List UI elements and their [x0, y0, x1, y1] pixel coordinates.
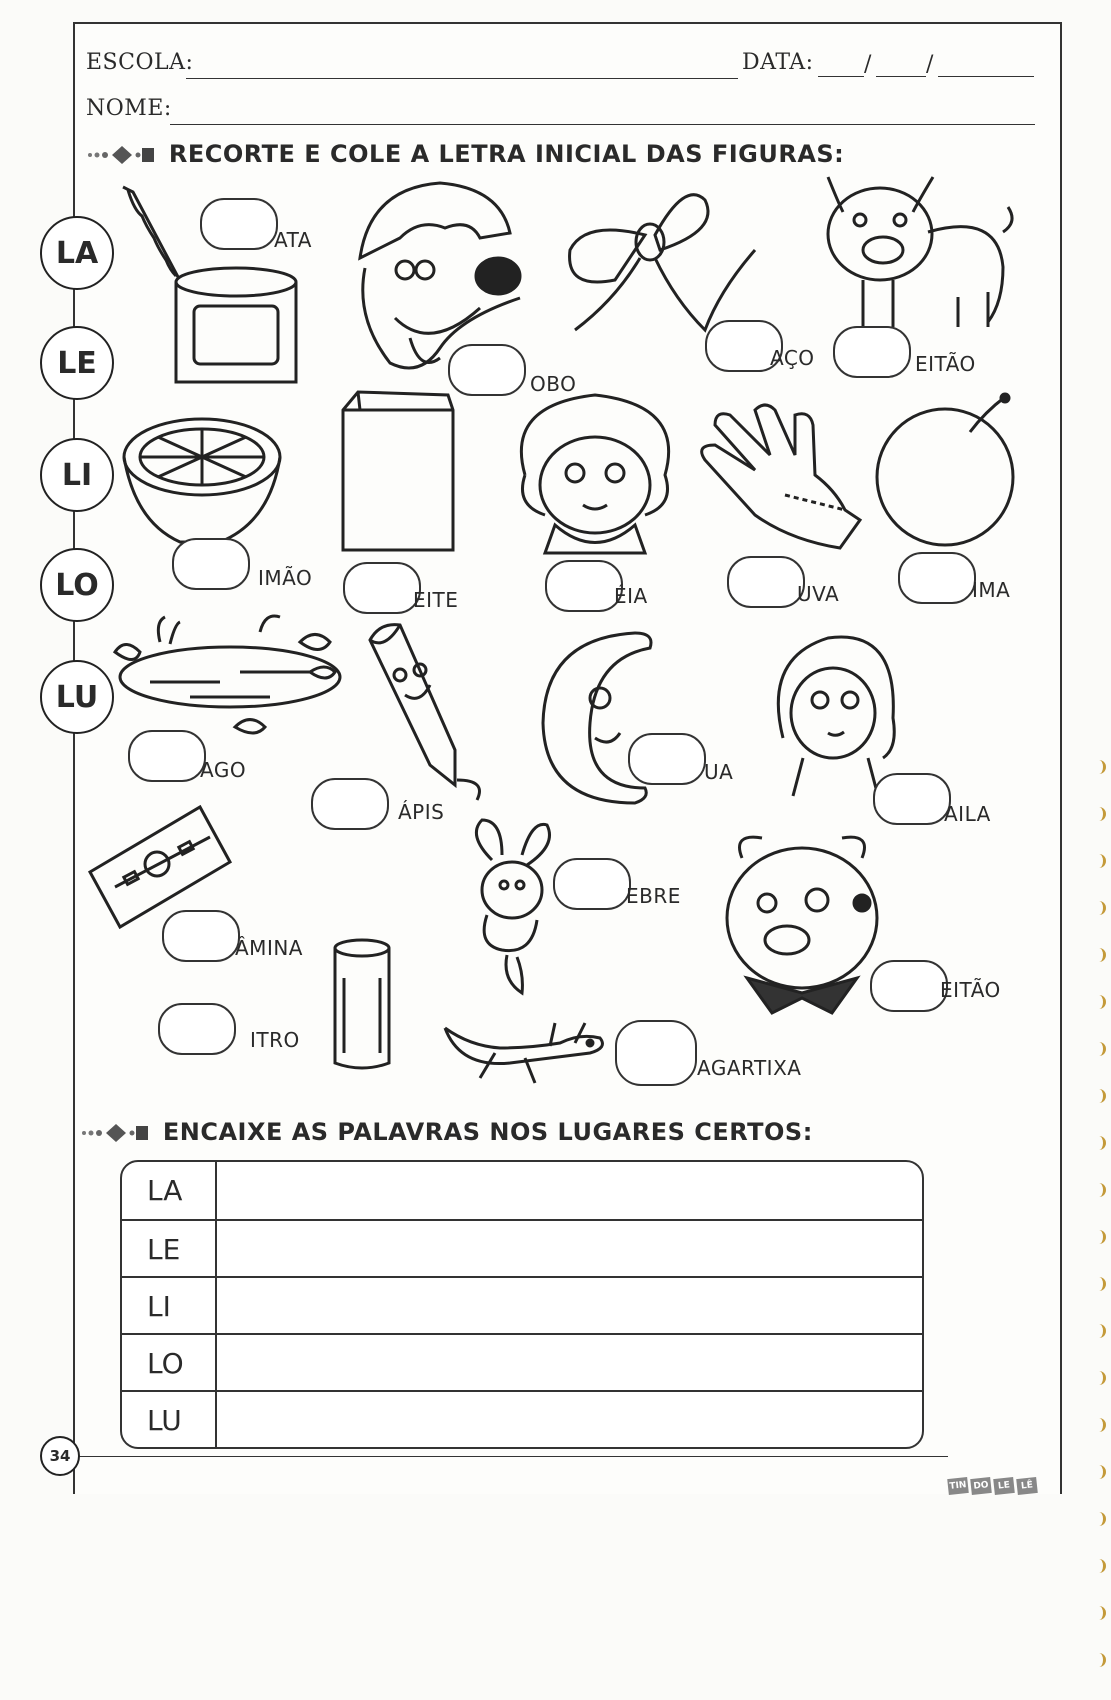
lake-icon [110, 612, 350, 747]
logo-block: DO [970, 1477, 992, 1495]
orange-icon [875, 392, 1025, 552]
letter-blank[interactable] [553, 858, 631, 910]
letter-blank[interactable] [448, 344, 526, 396]
letter-blank[interactable] [172, 538, 250, 590]
letter-blank[interactable] [162, 910, 240, 962]
hare-icon [462, 815, 557, 995]
date-year-field[interactable] [938, 76, 1034, 77]
answer-field[interactable] [217, 1335, 922, 1392]
girl-icon [495, 385, 695, 555]
syllable-la: LA [40, 216, 114, 290]
syllable-lu: LU [40, 660, 114, 734]
table-row [122, 1219, 922, 1278]
lizard-icon [440, 1018, 610, 1088]
logo-block: LÊ [1016, 1477, 1038, 1495]
answer-table [120, 1160, 924, 1449]
letter-blank[interactable] [628, 733, 706, 785]
footer-rule [78, 1456, 948, 1457]
word-ending: EBRE [626, 884, 681, 908]
pencil-icon [365, 620, 495, 805]
syllable-lo: LO [40, 548, 114, 622]
glove-icon [695, 400, 865, 550]
instruction-fit-words [80, 1118, 813, 1146]
letter-blank[interactable] [200, 198, 278, 250]
school-field[interactable] [186, 78, 738, 79]
word-ending: EITÃO [915, 352, 976, 376]
answer-field[interactable] [217, 1221, 922, 1278]
word-ending: EITÃO [940, 978, 1001, 1002]
publisher-logo [948, 1478, 1037, 1494]
word-ending: IMA [972, 578, 1011, 602]
instruction-text: ENCAIXE AS PALAVRAS NOS LUGARES CERTOS: [162, 1118, 813, 1146]
letter-blank[interactable] [898, 552, 976, 604]
date-separator: / [926, 52, 934, 77]
word-ending: AGARTIXA [697, 1056, 802, 1080]
instruction-cut-paste [86, 140, 844, 168]
word-ending: AGO [200, 758, 247, 782]
logo-block: LE [993, 1477, 1015, 1495]
date-month-field[interactable] [876, 76, 926, 77]
milk-box-icon [338, 390, 458, 555]
syllable-li: LI [40, 438, 114, 512]
letter-blank[interactable] [158, 1003, 236, 1055]
word-ending: AÇO [770, 346, 815, 370]
page-number: 34 [40, 1436, 80, 1476]
date-day-field[interactable] [818, 76, 864, 77]
letter-blank[interactable] [343, 562, 421, 614]
row-label: LI [122, 1278, 217, 1335]
school-label: ESCOLA: [86, 50, 194, 75]
glass-icon [332, 938, 392, 1073]
letter-blank[interactable] [727, 556, 805, 608]
date-separator: / [864, 52, 872, 77]
answer-field[interactable] [217, 1278, 922, 1335]
word-ending: EITE [413, 588, 459, 612]
date-label: DATA: [742, 50, 814, 75]
letter-blank[interactable] [870, 960, 948, 1012]
piglet-icon [722, 828, 882, 1018]
instruction-text: RECORTE E COLE A LETRA INICIAL DAS FIGURAS: [168, 140, 845, 168]
word-ending: IMÃO [258, 566, 313, 590]
row-label: LA [122, 1162, 217, 1219]
word-ending: ÉIA [614, 584, 648, 608]
word-ending: UVA [797, 582, 840, 606]
bullet-icon [86, 143, 154, 167]
word-ending: ATA [274, 228, 312, 252]
table-row [122, 1390, 922, 1449]
bullet-icon [80, 1121, 148, 1145]
letter-blank[interactable] [833, 326, 911, 378]
name-label: NOME: [86, 96, 172, 121]
table-row [122, 1333, 922, 1392]
letter-blank[interactable] [311, 778, 389, 830]
answer-field[interactable] [217, 1392, 922, 1449]
row-label: LE [122, 1221, 217, 1278]
table-row [122, 1276, 922, 1335]
word-ending: ITRO [250, 1028, 300, 1052]
word-ending: OBO [530, 372, 577, 396]
spiral-binding [1093, 760, 1111, 1700]
pig-icon [818, 172, 1023, 332]
letter-blank[interactable] [615, 1020, 697, 1086]
word-ending: AILA [944, 802, 991, 826]
name-field[interactable] [170, 124, 1035, 125]
word-ending: UA [704, 760, 734, 784]
logo-block: TIN [947, 1477, 969, 1495]
letter-blank[interactable] [873, 773, 951, 825]
syllable-le: LE [40, 326, 114, 400]
word-ending: ÂMINA [235, 936, 303, 960]
answer-field[interactable] [217, 1162, 922, 1219]
layla-girl-icon [768, 628, 903, 798]
letter-blank[interactable] [128, 730, 206, 782]
lemon-icon [120, 412, 285, 547]
row-label: LO [122, 1335, 217, 1392]
table-row [122, 1162, 922, 1219]
row-label: LU [122, 1392, 217, 1449]
word-ending: ÁPIS [398, 800, 445, 824]
letter-blank[interactable] [545, 560, 623, 612]
